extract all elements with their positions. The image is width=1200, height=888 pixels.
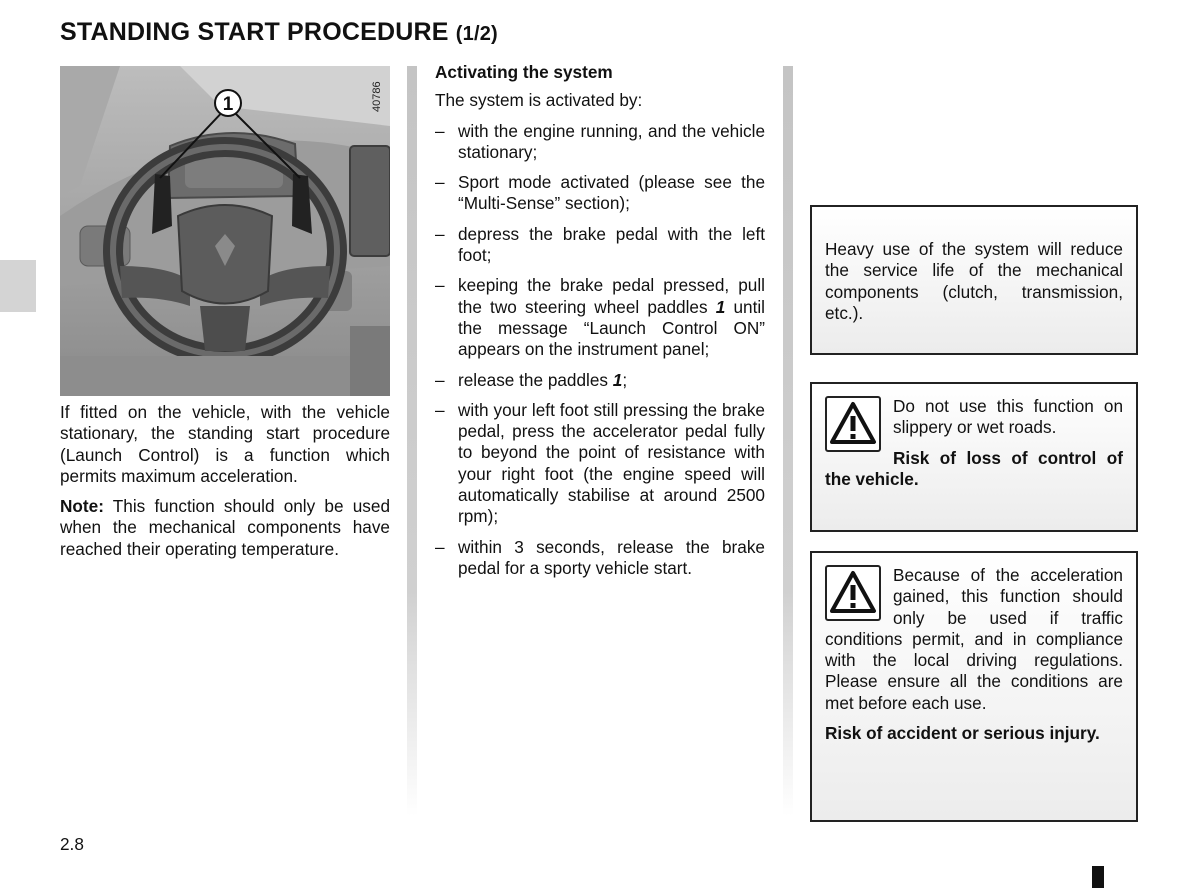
list-item-text: Sport mode activated (please see the “Multi-Sense” section);: [458, 172, 765, 214]
page-part-indicator: (1/2): [455, 23, 498, 45]
list-item-text: with your left foot still pressing the brake pedal, press the accelerator pedal fully to beyond the point of resistance with your right foot (the engine speed will automatically stabilise at around 2500 rpm);: [458, 399, 765, 527]
list-item: [435, 172, 765, 215]
note-label: Note:: [60, 496, 104, 517]
list-dash: –: [435, 536, 445, 557]
middle-column: [435, 62, 765, 588]
section-lead: The system is activated by:: [435, 90, 643, 111]
warning-box-wet-roads: [810, 382, 1138, 532]
list-item: [435, 537, 765, 580]
steering-wheel-illustration: [60, 66, 390, 396]
list-item: [435, 400, 765, 528]
list-item-text: with the engine running, and the vehicle stationary;: [458, 120, 765, 162]
list-item-text: ;: [622, 369, 628, 390]
info-box: [810, 205, 1138, 355]
note-paragraph: [60, 496, 390, 560]
callout-1-label: 1: [222, 94, 234, 115]
warning-box-traffic: [810, 551, 1138, 822]
figure-number: 40786: [371, 81, 383, 112]
list-dash: –: [435, 172, 445, 193]
list-item-text: keeping the brake pedal pressed, pull the two steering wheel paddles: [458, 275, 765, 317]
page-title-text: STANDING START PROCEDURE: [60, 18, 449, 46]
list-item: [435, 275, 765, 360]
intro-paragraph: If fitted on the vehicle, with the vehicle stationary, the standing start procedure (Launch Control) is a function which permits maximum acceleration.: [60, 402, 390, 486]
page-number: 2.8: [60, 834, 84, 854]
list-item-text: until the message “Launch Control ON” appears on the instrument panel;: [458, 296, 765, 360]
list-dash: –: [435, 120, 445, 141]
list-dash: –: [435, 369, 445, 390]
page-corner-mark: [1092, 866, 1104, 888]
list-item-text: depress the brake pedal with the left foot;: [458, 223, 765, 266]
info-box-text: Heavy use of the system will reduce the service life of the mechanical components (clutch, transmission, etc.).: [825, 239, 1123, 323]
warning-risk-text: [825, 723, 1123, 744]
warning-triangle-icon: [825, 565, 881, 621]
left-column: [60, 402, 390, 569]
list-dash: –: [435, 275, 445, 296]
section-heading: Activating the system: [435, 62, 613, 82]
warning-text: Do not use this function on slippery or wet roads.: [893, 396, 1123, 438]
column-divider-right: [783, 66, 793, 816]
steering-wheel-drawing: [60, 66, 390, 396]
paddle-reference: 1: [715, 296, 726, 317]
warning-risk-bold: Risk of accident or serious injury.: [825, 723, 1100, 744]
list-item-text: release the paddles: [458, 369, 613, 390]
paddle-reference: 1: [612, 369, 623, 390]
list-item: [435, 370, 765, 391]
page-title: [60, 18, 498, 47]
note-text: This function should only be used when the mechanical components have reached their operating temperature.: [60, 496, 390, 559]
warning-risk-bold: Risk of loss of control of the vehicle.: [825, 447, 1123, 489]
column-divider-left: [407, 66, 417, 816]
list-item-text: within 3 seconds, release the brake pedal for a sporty vehicle start.: [458, 536, 765, 578]
activation-steps-list: [435, 121, 765, 580]
list-dash: –: [435, 399, 445, 420]
list-item: [435, 121, 765, 164]
warning-risk-text: [825, 448, 1123, 491]
list-item: [435, 224, 765, 267]
chapter-tab: [0, 260, 36, 312]
warning-triangle-icon: [825, 396, 881, 452]
warning-text: Because of the acceleration gained, this function should only be used if traffic conditions permit, and in compliance with the local driving regulations. Please ensure all the conditions are met before each use.: [825, 565, 1123, 713]
list-dash: –: [435, 223, 445, 244]
